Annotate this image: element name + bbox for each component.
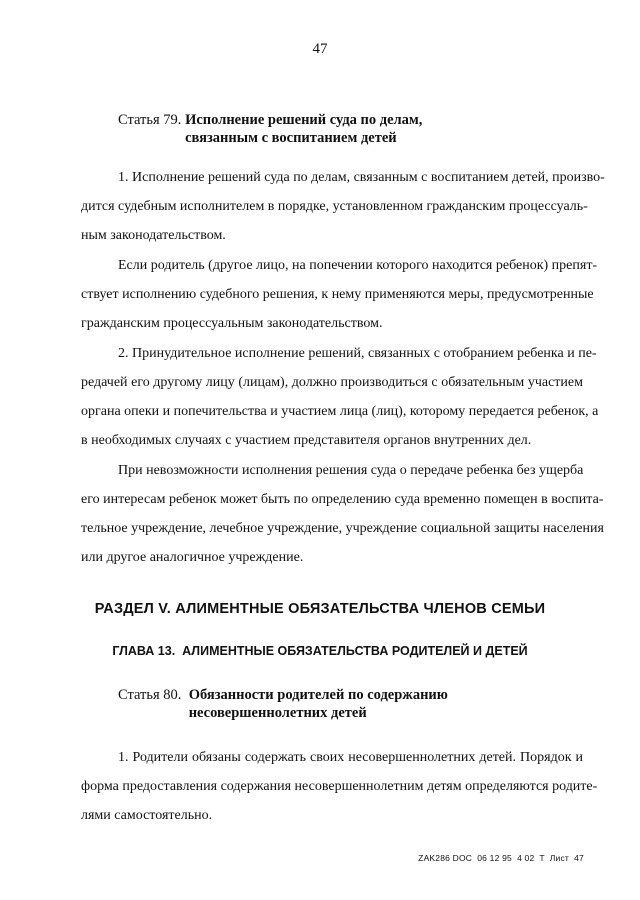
paragraph-line: или другое аналогичное учреждение. xyxy=(81,550,304,565)
article-79-label: Статья 79. xyxy=(118,112,186,128)
paragraph-line: ствует исполнению судебного решения, к нему применяются меры, предусмотренные xyxy=(81,287,594,302)
paragraph-line: дится судебным исполнителем в порядке, установленном гражданским процессуаль- xyxy=(81,199,588,214)
paragraph-line: тельное учреждение, лечебное учреждение, учреждение социальной защиты населения xyxy=(81,521,604,536)
paragraph-line: органа опеки и попечительства и участием лица (лиц), которому передается ребенок, а xyxy=(81,404,599,419)
article-79-title xyxy=(185,111,422,147)
paragraph-line: форма предоставления содержания несовершеннолетним детям определяются родите- xyxy=(81,779,598,794)
paragraph-line: 1. Исполнение решений суда по делам, связанным с воспитанием детей, произво- xyxy=(118,170,605,185)
article-80-heading xyxy=(118,686,448,722)
paragraph-line: редачей его другому лицу (лицам), должно производиться с обязательным участием xyxy=(81,375,583,390)
article-80-title xyxy=(189,686,448,722)
article-79-title-line-1: Исполнение решений суда по делам, xyxy=(185,112,423,128)
article-80-title-line-2: несовершеннолетних детей xyxy=(188,705,367,721)
paragraph-line: его интересам ребенок может быть по определению суда временно помещен в воспита- xyxy=(81,492,604,507)
paragraph-line: ным законодательством. xyxy=(81,228,226,243)
paragraph-line: Если родитель (другое лицо, на попечении которого находится ребенок) препят- xyxy=(118,258,598,273)
article-80-title-line-1: Обязанности родителей по содержанию xyxy=(188,687,448,703)
article-80-label: Статья 80. xyxy=(118,687,189,703)
article-80-paragraph-1 xyxy=(81,743,598,830)
paragraph-line: При невозможности исполнения решения суда о передаче ребенка без ущерба xyxy=(118,463,584,478)
paragraph-line: в необходимых случаях с участием представителя органов внутренних дел. xyxy=(81,433,532,448)
paragraph-line: лями самостоятельно. xyxy=(81,808,213,823)
chapter-heading: ГЛАВА 13. АЛИМЕНТНЫЕ ОБЯЗАТЕЛЬСТВА РОДИТЕЛЕЙ И ДЕТЕЙ xyxy=(112,644,528,658)
paragraph-line: 2. Принудительное исполнение решений, связанных с отобранием ребенка и пе- xyxy=(118,346,597,361)
paragraph-line: 1. Родители обязаны содержать своих несовершеннолетних детей. Порядок и xyxy=(118,750,583,765)
document-footer: ZAK286 DOC 06 12 95 4 02 T Лист 47 xyxy=(418,853,584,863)
article-79-paragraph-4 xyxy=(81,456,604,572)
article-79-heading xyxy=(118,111,422,147)
article-79-title-line-2: связанным с воспитанием детей xyxy=(185,130,397,146)
article-79-paragraph-2 xyxy=(81,251,598,338)
section-heading: РАЗДЕЛ V. АЛИМЕНТНЫЕ ОБЯЗАТЕЛЬСТВА ЧЛЕНОВ СЕМЬИ xyxy=(94,601,546,617)
page-number: 47 xyxy=(312,41,328,57)
paragraph-line: гражданским процессуальным законодательством. xyxy=(81,316,383,331)
article-79-paragraph-3 xyxy=(81,339,599,455)
article-79-paragraph-1 xyxy=(81,163,605,250)
